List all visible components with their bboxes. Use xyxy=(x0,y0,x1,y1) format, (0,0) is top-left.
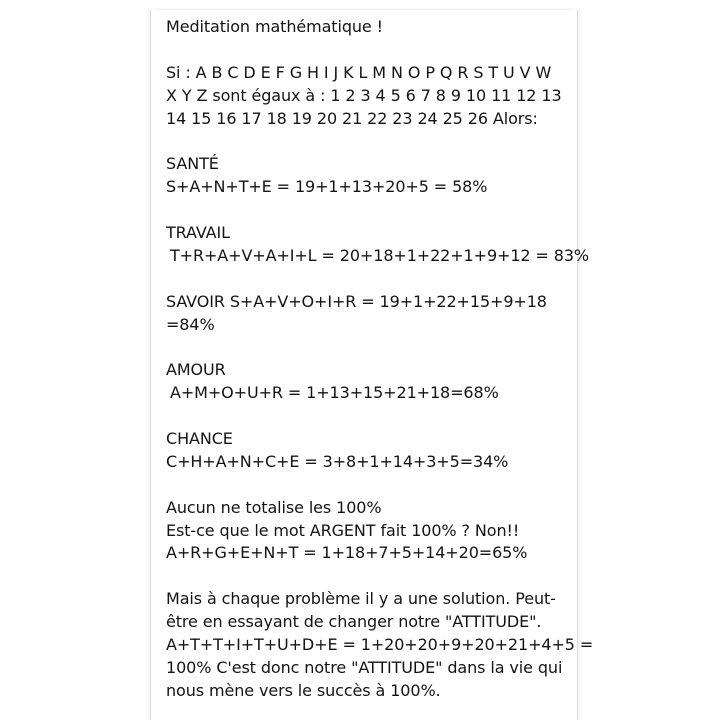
formula-line: A+T+T+I+T+U+D+E = 1+20+20+9+20+21+4+5 = xyxy=(166,635,594,655)
word-heading: TRAVAIL xyxy=(166,223,230,243)
word-heading: CHANCE xyxy=(166,429,233,449)
formula-line: T+R+A+V+A+I+L = 20+18+1+22+1+9+12 = 83% xyxy=(170,245,590,265)
text-line: être en essayant de changer notre "ATTITUDE". xyxy=(166,612,542,632)
blank-line xyxy=(166,130,570,153)
formula-line: S+A+N+T+E = 19+1+13+20+5 = 58% xyxy=(166,177,488,197)
formula-line: A+R+G+E+N+T = 1+18+7+5+14+20=65% xyxy=(166,543,528,563)
blank-line xyxy=(166,565,570,588)
word-heading: SANTÉ xyxy=(166,154,219,174)
blank-line xyxy=(166,336,570,359)
text-line: 14 15 16 17 18 19 20 21 22 23 24 25 26 Alors: xyxy=(166,108,538,128)
blank-line xyxy=(166,474,570,497)
title-line: Meditation mathématique ! xyxy=(166,17,383,36)
word-heading: AMOUR xyxy=(166,360,226,380)
document-text xyxy=(166,16,594,703)
blank-line xyxy=(166,268,570,291)
text-line: Est-ce que le mot ARGENT fait 100% ? Non!! xyxy=(166,520,520,540)
formula-line: A+M+O+U+R = 1+13+15+21+18=68% xyxy=(170,383,499,403)
text-line: Mais à chaque problème il y a une solution. Peut- xyxy=(166,589,556,609)
text-line: Si : A B C D E F G H I J K L M N O P Q R S T U V W xyxy=(166,62,552,82)
formula-line: C+H+A+N+C+E = 3+8+1+14+3+5=34% xyxy=(166,451,509,471)
text-line: nous mène vers le succès à 100%. xyxy=(166,680,441,700)
blank-line xyxy=(166,405,570,428)
blank-line xyxy=(166,39,570,62)
text-line: Aucun ne totalise les 100% xyxy=(166,497,382,517)
formula-line: =84% xyxy=(166,314,215,334)
text-line: X Y Z sont égaux à : 1 2 3 4 5 6 7 8 9 10 11 12 13 xyxy=(166,85,562,105)
text-line: 100% C'est donc notre "ATTITUDE" dans la vie qui xyxy=(166,657,563,677)
formula-line: SAVOIR S+A+V+O+I+R = 19+1+22+15+9+18 xyxy=(166,291,547,311)
blank-line xyxy=(166,199,570,222)
